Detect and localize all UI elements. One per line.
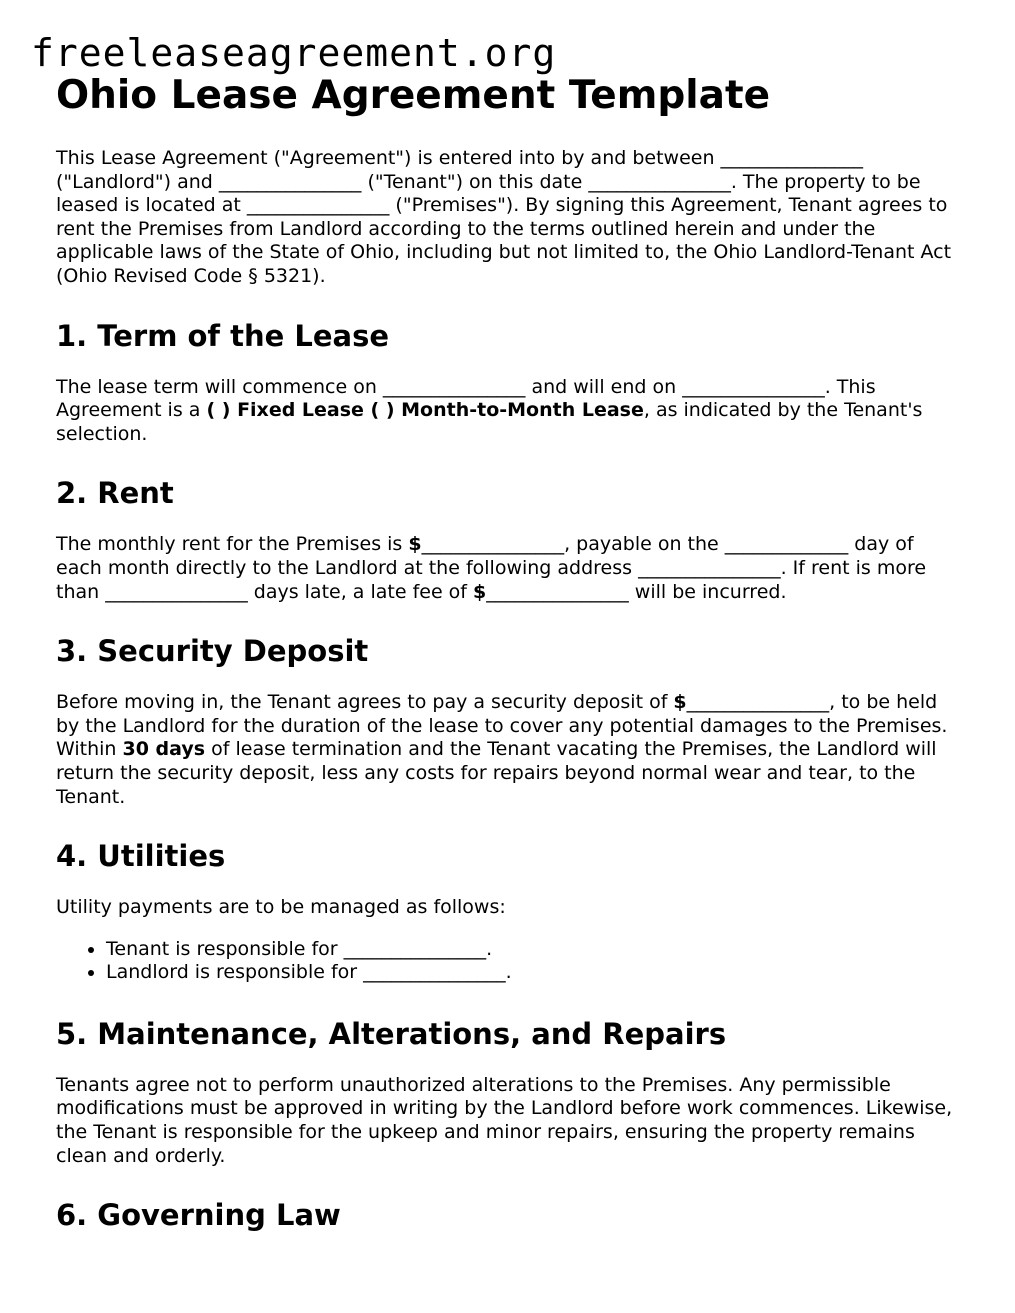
section-heading-governing-law: 6. Governing Law [56, 1198, 341, 1233]
term-paragraph: The lease term will commence on _______________ and will end on _______________. This Agreement is a ( ) Fixed Lease ( ) Month-to-Month Lease, as indicated by the Tenant's selection. [56, 375, 923, 445]
section-heading-maintenance: 5. Maintenance, Alterations, and Repairs [56, 1016, 727, 1051]
due-day-blank: _____________ [724, 533, 849, 556]
section-heading-deposit: 3. Security Deposit [56, 634, 369, 669]
monthly-rent-blank: _______________ [421, 533, 565, 556]
lease-type-options: ( ) Fixed Lease ( ) Month-to-Month Lease [206, 399, 644, 422]
utilities-intro: Utility payments are to be managed as follows: [56, 896, 506, 919]
late-fee-blank: _______________ [486, 580, 629, 603]
start-date-blank: _______________ [382, 375, 526, 398]
grace-days-blank: _______________ [105, 580, 248, 603]
premises-address-blank: _______________ [246, 194, 390, 217]
maintenance-paragraph: Tenants agree not to perform unauthorized alterations to the Premises. Any permissible modifications must be approved in writing by the Landlord before work commences. Likewise, the Tenant is responsible for the upkeep and minor repairs, ensuring the property remains clean and orderly. [56, 1073, 953, 1167]
end-date-blank: _______________ [682, 375, 825, 398]
intro-paragraph: This Lease Agreement ("Agreement") is entered into by and between _______________ ("Landlord") and _______________ ("Tenant") on this date _______________. The property to be leased is located at _______________ ("Premises"). By signing this Agreement, Tenant agrees to rent the Premises from Landlord according to the terms outlined herein and under the applicable laws of the State of Ohio, including but not limited to, the Ohio Landlord-Tenant Act (Ohio Revised Code § 5321). [56, 147, 952, 287]
deposit-amount-blank: _______________ [686, 691, 830, 714]
utilities-list [56, 938, 956, 985]
page-title: Ohio Lease Agreement Template [56, 73, 771, 118]
tenant-name-blank: _______________ [218, 170, 362, 193]
agreement-date-blank: _______________ [588, 170, 731, 193]
lease-document [56, 72, 956, 1255]
section-heading-rent: 2. Rent [56, 476, 174, 511]
section-heading-utilities: 4. Utilities [56, 839, 226, 874]
deposit-paragraph: Before moving in, the Tenant agrees to pay a security deposit of $_______________, to be held by the Landlord for the duration of the lease to cover any potential damages to the Premises. Within 30 days of lease termination and the Tenant vacating the Premises, the Landlord will return the security deposit, less any costs for repairs beyond normal wear and tear, to the Tenant. [56, 691, 948, 808]
landlord-name-blank: _______________ [720, 147, 864, 169]
site-watermark: freeleaseagreement.org [31, 31, 557, 75]
landlord-utilities-blank: _______________ [363, 961, 506, 984]
rent-paragraph: The monthly rent for the Premises is $_______________, payable on the _____________ day of each month directly to the Landlord at the following address _______________. If rent is more than _______________ days late, a late fee of $_______________ will be incurred. [56, 533, 927, 603]
list-item: • Tenant is responsible for _______________. [106, 938, 956, 962]
return-period: 30 days [122, 738, 206, 761]
list-item: • Landlord is responsible for _______________. [106, 961, 956, 985]
payment-address-blank: _______________ [638, 556, 781, 579]
section-heading-term: 1. Term of the Lease [56, 318, 390, 353]
tenant-utilities-blank: _______________ [343, 937, 487, 960]
